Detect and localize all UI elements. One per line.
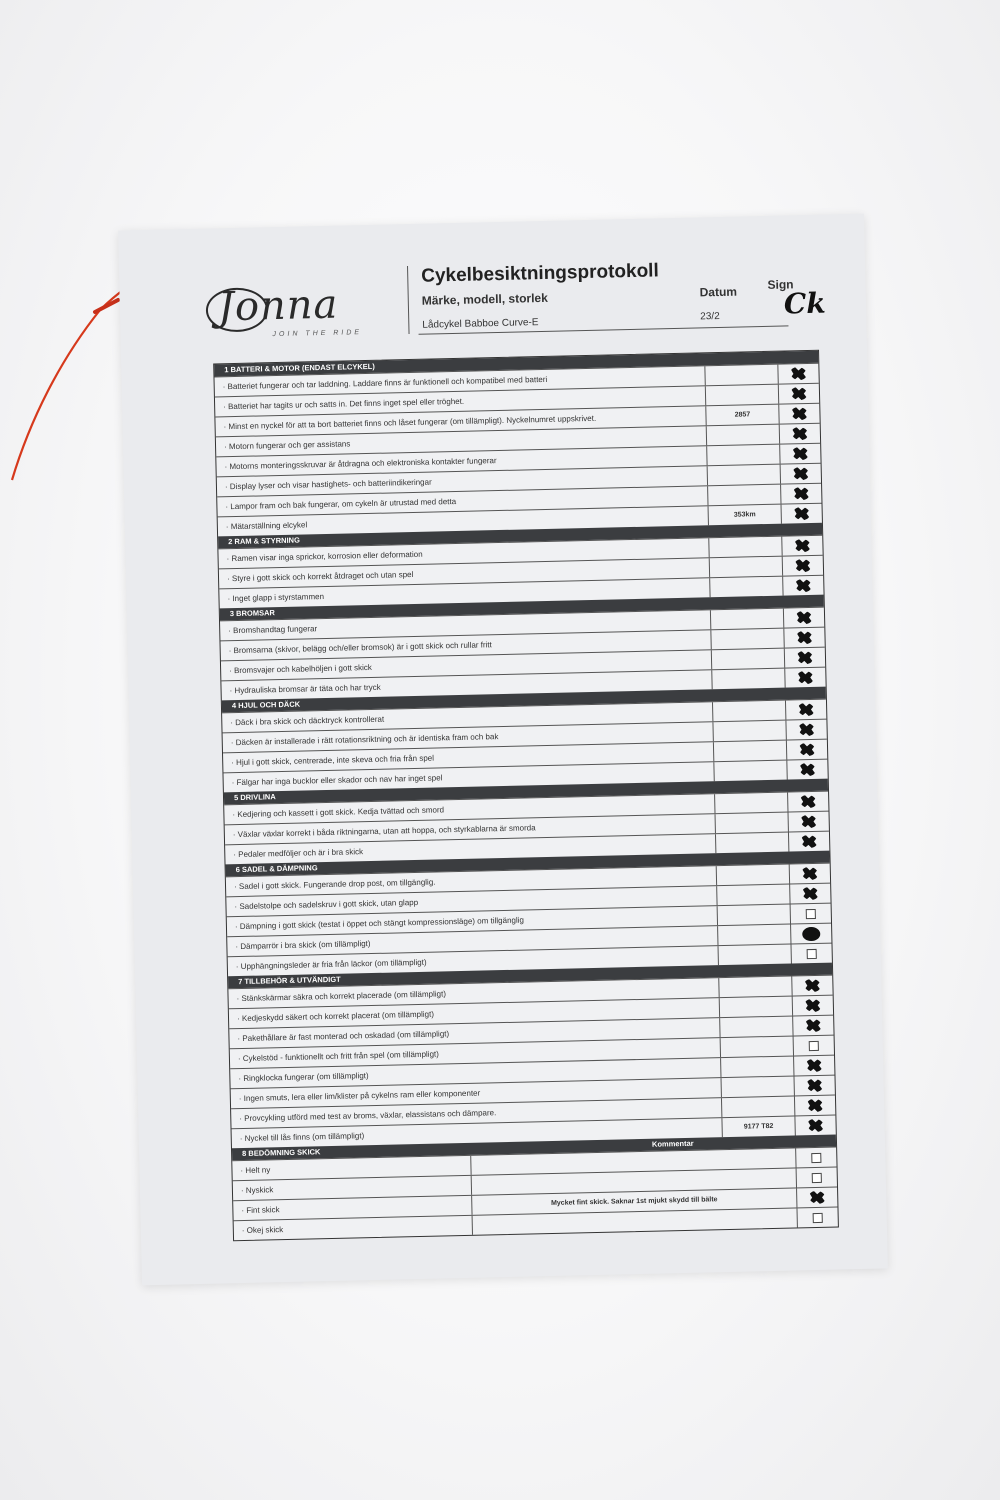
handwritten-check-icon — [792, 427, 808, 440]
handwritten-check-icon — [802, 867, 818, 880]
check-item-note — [709, 577, 782, 598]
empty-checkbox-icon[interactable] — [809, 1041, 819, 1051]
handwritten-check-icon — [795, 579, 811, 592]
check-item-text: · Dämpning i gott skick (testat i öppet och stängt kompressionsläge) om tillgänglig — [227, 906, 717, 936]
section-header: 7 TILLBEHÖR & UTVÄNDIGT — [228, 963, 832, 989]
section-header: 2 RAM & STYRNING — [218, 523, 822, 549]
check-item-note — [713, 761, 786, 782]
handwritten-check-icon — [796, 611, 812, 624]
check-item-status — [791, 976, 832, 996]
date-label: Datum — [699, 284, 738, 300]
check-item-note — [710, 629, 783, 650]
check-item-note — [721, 1096, 794, 1117]
check-item-text: · Pakethållare är fast monterad och oskadad (om tillämpligt) — [229, 1018, 719, 1048]
check-item-text: · Bromsvajer och kabelhöljen i gott skick — [221, 650, 711, 680]
handwritten-check-icon — [806, 1059, 822, 1072]
sign-label: Sign — [767, 277, 794, 292]
handwritten-check-icon — [804, 979, 820, 992]
check-item-status — [786, 760, 827, 780]
section-header: 6 SADEL & DÄMPNING — [226, 851, 830, 877]
check-item-text: · Mätarställning elcykel — [218, 506, 708, 536]
check-item-note — [704, 365, 777, 386]
handwritten-check-icon — [795, 559, 811, 572]
handwritten-check-icon — [792, 447, 808, 460]
check-item-text: · Motorns monteringsskruvar är åtdragna och elektroniska kontakter fungerar — [216, 446, 706, 476]
handwritten-check-icon — [809, 1191, 825, 1204]
check-item-text: · Lampor fram och bak fungerar, om cykeln är utrustad med detta — [217, 486, 707, 516]
check-item-note — [717, 905, 790, 926]
empty-checkbox-icon[interactable] — [806, 909, 816, 919]
check-item-text: · Batteriet fungerar och tar laddning. Laddare finns är funktionell och kompatibel med batteri — [214, 366, 704, 396]
check-item-text: · Motorn fungerar och ger assistans — [216, 426, 706, 456]
brand-logo — [209, 276, 390, 340]
inspection-sheet — [118, 214, 888, 1286]
check-item-note: 353km — [708, 505, 781, 526]
section-header: 3 BROMSAR — [220, 595, 824, 621]
check-item-status — [784, 648, 825, 668]
check-item-note — [712, 721, 785, 742]
check-item-status — [783, 628, 824, 648]
check-item-note — [720, 1056, 793, 1077]
check-item-status — [781, 504, 822, 524]
handwritten-check-icon — [794, 507, 810, 520]
check-item-status — [794, 1096, 835, 1116]
check-item-status — [782, 556, 823, 576]
check-item-status — [788, 812, 829, 832]
handwritten-check-icon — [805, 1019, 821, 1032]
handwritten-check-icon — [801, 835, 817, 848]
check-item-status — [790, 944, 831, 964]
section-header: 4 HJUL OCH DÄCK — [222, 687, 826, 713]
check-item-note — [711, 669, 784, 690]
check-item-status — [785, 720, 826, 740]
check-item-note — [719, 997, 792, 1018]
assessment-option: · Fint skick — [233, 1196, 472, 1220]
assessment-option: · Okej skick — [234, 1216, 473, 1240]
signature: Ck — [783, 286, 827, 321]
check-item-note — [716, 885, 789, 906]
check-item-text: · Bromshandtag fungerar — [220, 610, 710, 640]
check-item-note — [712, 701, 785, 722]
empty-checkbox-icon[interactable] — [813, 1213, 823, 1223]
check-item-text: · Kedjeskydd säkert och korrekt placerat (om tillämpligt) — [229, 998, 719, 1028]
handwritten-check-icon — [807, 1099, 823, 1112]
check-item-text: · Provcykling utförd med test av broms, växlar, elassistans och dämpare. — [231, 1098, 721, 1128]
check-item-status — [782, 576, 823, 596]
check-item-status — [787, 792, 828, 812]
logo-wordmark: Jonna — [217, 281, 339, 331]
check-item-text: · Däck i bra skick och däcktryck kontrollerat — [222, 702, 712, 732]
document-subtitle: Märke, modell, storlek — [421, 290, 548, 308]
check-item-status — [786, 740, 827, 760]
check-item-note — [714, 793, 787, 814]
check-item-text: · Växlar växlar korrekt i båda riktningarna, utan att hoppa, och styrkablarna är smorda — [225, 814, 715, 844]
check-item-status — [779, 444, 820, 464]
check-item-text: · Kedjering och kassett i gott skick. Kedja tvättad och smord — [224, 794, 714, 824]
check-item-status — [780, 484, 821, 504]
handwritten-check-icon — [798, 703, 814, 716]
check-item-text: · Dämparrör i bra skick (om tillämpligt) — [227, 926, 717, 956]
check-item-text: · Sadelstolpe och sadelskruv i gott skick, utan glapp — [226, 886, 716, 916]
section-header: 5 DRIVLINA — [224, 779, 828, 805]
empty-checkbox-icon[interactable] — [807, 949, 817, 959]
assessment-comment: Mycket fint skick. Saknar 1st mjukt skydd till bälte — [550, 1196, 718, 1208]
check-item-text: · Display lyser och visar hastighets- och batteriindikeringar — [217, 466, 707, 496]
check-item-note — [719, 1017, 792, 1038]
check-item-status — [793, 1036, 834, 1056]
check-item-status — [790, 904, 831, 924]
check-item-note: 9177 T82 — [721, 1116, 794, 1137]
check-item-text: · Minst en nyckel för att ta bort batteriet finns och låset fungerar (om tillämpligt). Nyckelnumret uppskrivet. — [215, 406, 705, 436]
comment-header: Kommentar — [651, 1138, 694, 1149]
document-title: Cykelbesiktningsprotokoll — [421, 260, 659, 287]
check-item-note — [710, 609, 783, 630]
assessment-status — [796, 1188, 837, 1208]
check-item-note — [707, 485, 780, 506]
check-item-status — [793, 1076, 834, 1096]
header-divider — [407, 266, 410, 334]
check-item-note — [717, 925, 790, 946]
check-item-status — [777, 364, 818, 384]
empty-checkbox-icon[interactable] — [811, 1153, 821, 1163]
check-item-text: · Nyckel till lås finns (om tillämpligt) — [232, 1118, 722, 1148]
check-item-note — [715, 833, 788, 854]
check-item-note — [720, 1037, 793, 1058]
check-item-status — [789, 884, 830, 904]
check-item-status — [785, 700, 826, 720]
check-item-text: · Ingen smuts, lera eller lim/klister på cykelns ram eller komponenter — [231, 1078, 721, 1108]
handwritten-check-icon — [802, 887, 818, 900]
handwritten-check-icon — [799, 763, 815, 776]
check-item-text: · Stänkskärmar säkra och korrekt placerade (om tillämpligt) — [228, 978, 718, 1008]
check-item-note — [721, 1076, 794, 1097]
check-item-text: · Ringklocka fungerar (om tillämpligt) — [230, 1058, 720, 1088]
handwritten-check-icon — [793, 467, 809, 480]
check-item-note — [713, 741, 786, 762]
bike-model: Lådcykel Babboe Curve-E — [422, 317, 539, 331]
handwritten-check-icon — [797, 651, 813, 664]
handwritten-check-icon — [791, 407, 807, 420]
assessment-status — [795, 1148, 836, 1168]
assessment-option: · Nyskick — [233, 1176, 472, 1200]
sheet-header — [209, 257, 827, 351]
check-item-note — [706, 425, 779, 446]
check-item-text: · Ramen visar inga sprickor, korrosion eller deformation — [218, 538, 708, 568]
check-item-status — [789, 864, 830, 884]
handwritten-check-icon — [793, 487, 809, 500]
check-item-note — [715, 813, 788, 834]
check-item-status — [792, 996, 833, 1016]
check-item-text: · Upphängningsleder är fria från läckor (om tillämpligt) — [228, 946, 718, 976]
handwritten-check-icon — [807, 1079, 823, 1092]
handwritten-check-icon — [794, 539, 810, 552]
check-item-text: · Sadel i gott skick. Fungerande drop post, om tillgänglig. — [226, 866, 716, 896]
handwritten-check-icon — [791, 387, 807, 400]
assessment-status — [796, 1168, 837, 1188]
check-item-status — [780, 464, 821, 484]
handwritten-check-icon — [801, 815, 817, 828]
handwritten-check-icon — [800, 795, 816, 808]
handwritten-check-icon — [797, 671, 813, 684]
check-item-status — [794, 1116, 835, 1136]
check-item-status — [778, 404, 819, 424]
check-item-note — [716, 865, 789, 886]
check-item-note — [711, 649, 784, 670]
date-value: 23/2 — [700, 310, 720, 323]
handwritten-check-icon — [796, 631, 812, 644]
check-item-text: · Pedaler medföljer och är i bra skick — [225, 834, 715, 864]
empty-checkbox-icon[interactable] — [812, 1173, 822, 1183]
logo-tagline: JOIN THE RIDE — [272, 329, 363, 339]
assessment-option: · Helt ny — [232, 1156, 471, 1180]
check-item-note — [718, 977, 791, 998]
check-item-status — [778, 384, 819, 404]
check-item-text: · Fälgar har inga bucklor eller skador och nav har inget spel — [223, 762, 713, 792]
check-item-status — [793, 1056, 834, 1076]
check-item-text: · Inget glapp i styrstammen — [219, 578, 709, 608]
check-item-note — [708, 537, 781, 558]
check-item-text: · Hjul i gott skick, centrerade, inte skeva och fria från spel — [223, 742, 713, 772]
check-item-text: · Batteriet har tagits ur och satts in. Det finns inget spel eller tröghet. — [215, 386, 705, 416]
assessment-status — [796, 1208, 837, 1228]
check-item-status — [783, 608, 824, 628]
section-header: 1 BATTERI & MOTOR (ENDAST ELCYKEL) — [214, 351, 818, 377]
checklist-table — [213, 350, 839, 1242]
check-item-note: 2857 — [705, 405, 778, 426]
handwritten-check-icon — [798, 723, 814, 736]
check-item-note — [705, 385, 778, 406]
check-item-status — [781, 536, 822, 556]
check-item-note — [707, 465, 780, 486]
check-item-status — [792, 1016, 833, 1036]
check-item-text: · Cykelstöd - funktionellt och fritt från spel (om tillämpligt) — [230, 1038, 720, 1068]
check-item-note — [709, 557, 782, 578]
check-item-text: · Hydrauliska bromsar är täta och har tryck — [221, 670, 711, 700]
handwritten-check-icon — [799, 743, 815, 756]
assessment-title: 8 BEDÖMNING SKICK — [241, 1147, 321, 1159]
check-item-text: · Däcken är installerade i rätt rotationsriktning och är identiska fram och bak — [223, 722, 713, 752]
check-item-status — [788, 832, 829, 852]
check-item-text: · Styre i gott skick och korrekt åtdraget och utan spel — [219, 558, 709, 588]
handwritten-check-icon — [807, 1119, 823, 1132]
check-item-status — [790, 924, 831, 944]
check-item-status — [784, 668, 825, 688]
handwritten-check-icon — [790, 367, 806, 380]
check-item-note — [706, 445, 779, 466]
check-item-text: · Bromsarna (skivor, belägg och/eller bromsok) är i gott skick och rullar fritt — [220, 630, 710, 660]
check-item-status — [779, 424, 820, 444]
handwritten-check-icon — [805, 999, 821, 1012]
ink-blob-icon — [802, 927, 820, 941]
check-item-note — [718, 945, 791, 966]
